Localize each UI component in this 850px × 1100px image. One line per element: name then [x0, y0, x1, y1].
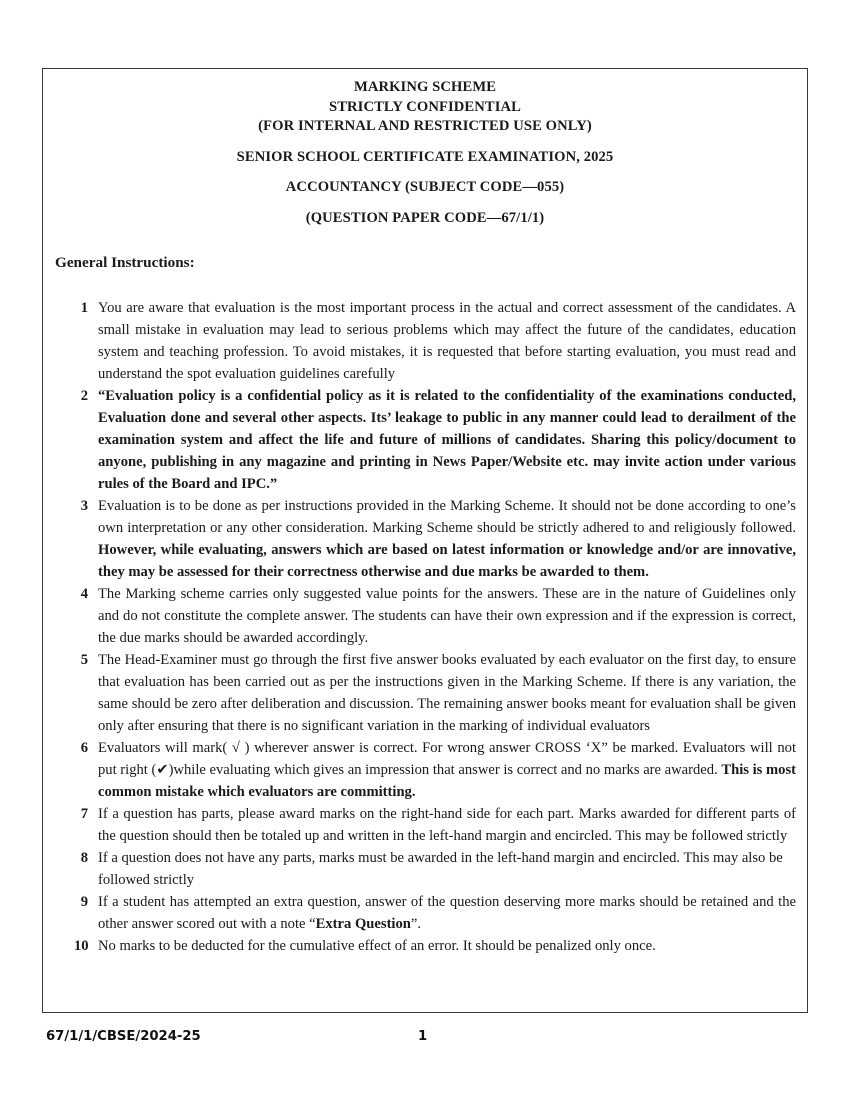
title-line: SENIOR SCHOOL CERTIFICATE EXAMINATION, 2025	[236, 148, 614, 165]
instruction-number: 4	[80, 586, 88, 602]
title-line: ACCOUNTANCY (SUBJECT CODE—055)	[285, 179, 565, 195]
instruction-text-plain: No marks to be deducted for the cumulative effect of an error. It should be penalized only once.	[98, 938, 656, 954]
instruction-number: 9	[80, 894, 88, 910]
instruction-text	[98, 649, 796, 737]
instruction-number: 7	[80, 806, 88, 822]
instruction-text-plain: You are aware that evaluation is the most important process in the actual and correct assessment of the candidates. A small mistake in evaluation may lead to serious problems which may affect the future of the candidates, education system and teaching profession. To avoid mistakes, it is requested that before starting evaluation, you must read and understand the spot evaluation guidelines carefully	[98, 300, 796, 382]
instruction-text	[98, 385, 796, 495]
instruction-number: 5	[80, 652, 88, 668]
instruction-text	[98, 847, 796, 891]
instruction-text	[98, 803, 796, 847]
instruction-number: 10	[74, 938, 89, 954]
instruction-item	[74, 737, 796, 803]
instruction-text-plain: Evaluators will mark( √ ) wherever answer is correct. For wrong answer CROSS ‘X” be marked. Evaluators will not put right (✔)while evaluating which gives an impression that answer is correct and no marks are awarded.	[98, 740, 796, 778]
title-line: (FOR INTERNAL AND RESTRICTED USE ONLY)	[258, 118, 592, 134]
instruction-number: 6	[80, 740, 88, 756]
instruction-item	[74, 385, 796, 495]
footer-page-number: 1	[418, 1029, 428, 1044]
instruction-text-bold: However, while evaluating, answers which are based on latest information or knowledge and/or are innovative, they may be assessed for their correctness otherwise and due marks be awarded to them.	[98, 542, 796, 580]
instructions-list	[74, 297, 796, 957]
instruction-text-plain: ”.	[410, 916, 422, 932]
instruction-item	[74, 935, 796, 957]
instruction-item	[74, 583, 796, 649]
instruction-text-plain: The Head-Examiner must go through the first five answer books evaluated by each evaluator on the first day, to ensure that evaluation has been carried out as per the instructions given in the Marking Scheme. If there is any variation, the same should be zero after deliberation and discussion. The remaining answer books meant for evaluation shall be given only after ensuring that there is no significant variation in the marking of individual evaluators	[98, 652, 796, 734]
footer-reference: 67/1/1/CBSE/2024-25	[46, 1029, 201, 1044]
instruction-number: 3	[80, 498, 88, 514]
general-instructions-heading: General Instructions:	[55, 254, 195, 271]
instruction-text	[98, 891, 796, 935]
title-line: STRICTLY CONFIDENTIAL	[328, 98, 521, 115]
instruction-item	[74, 847, 796, 891]
instruction-text-bold: “Evaluation policy is a confidential policy as it is related to the confidentiality of the examinations conducted, Evaluation done and several other aspects. Its’ leakage to public in any manner could lead to derailment of the examination system and affect the life and future of millions of candidates. Sharing this policy/document to anyone, publishing in any magazine and printing in News Paper/Website etc. may invite action under various rules of the Board and IPC.”	[98, 388, 796, 492]
instruction-text	[98, 583, 796, 649]
instruction-item	[74, 891, 796, 935]
instruction-text-plain: If a question has parts, please award marks on the right-hand side for each part. Marks awarded for different parts of the question should then be totaled up and written in the left-hand margin and encircled. This may be followed strictly	[98, 806, 796, 844]
instruction-text	[98, 935, 796, 957]
instruction-item	[74, 649, 796, 737]
instruction-text-bold: Extra Question	[315, 916, 411, 932]
instruction-item	[74, 803, 796, 847]
instruction-text-bold: This is most common mistake which evaluators are committing.	[98, 762, 797, 800]
instruction-text-plain: If a question does not have any parts, marks must be awarded in the left-hand margin and encircled. This may also be followed strictly	[98, 850, 783, 888]
title-line: (QUESTION PAPER CODE—67/1/1)	[305, 209, 545, 226]
page-footer	[42, 1029, 808, 1051]
instruction-text-plain: Evaluation is to be done as per instructions provided in the Marking Scheme. It should not be done according to one’s own interpretation or any other consideration. Marking Scheme should be strictly adhered to and religiously followed.	[98, 498, 796, 536]
instruction-text	[98, 737, 796, 803]
instruction-number: 1	[80, 300, 88, 316]
instruction-number: 2	[80, 388, 88, 404]
title-block	[54, 78, 796, 228]
title-line: MARKING SCHEME	[353, 79, 497, 95]
instruction-text	[98, 495, 796, 583]
content-frame-inner	[43, 69, 807, 957]
instruction-text-plain: The Marking scheme carries only suggested value points for the answers. These are in the nature of Guidelines only and do not constitute the complete answer. The students can have their own expression and if the expression is correct, the due marks should be awarded accordingly.	[98, 586, 796, 646]
instruction-item	[74, 495, 796, 583]
content-frame	[42, 68, 808, 1013]
instruction-number: 8	[80, 850, 88, 866]
instruction-item	[74, 297, 796, 385]
instruction-text	[98, 297, 796, 385]
instruction-text-plain: If a student has attempted an extra question, answer of the question deserving more marks should be retained and the other answer scored out with a note “	[98, 894, 796, 932]
